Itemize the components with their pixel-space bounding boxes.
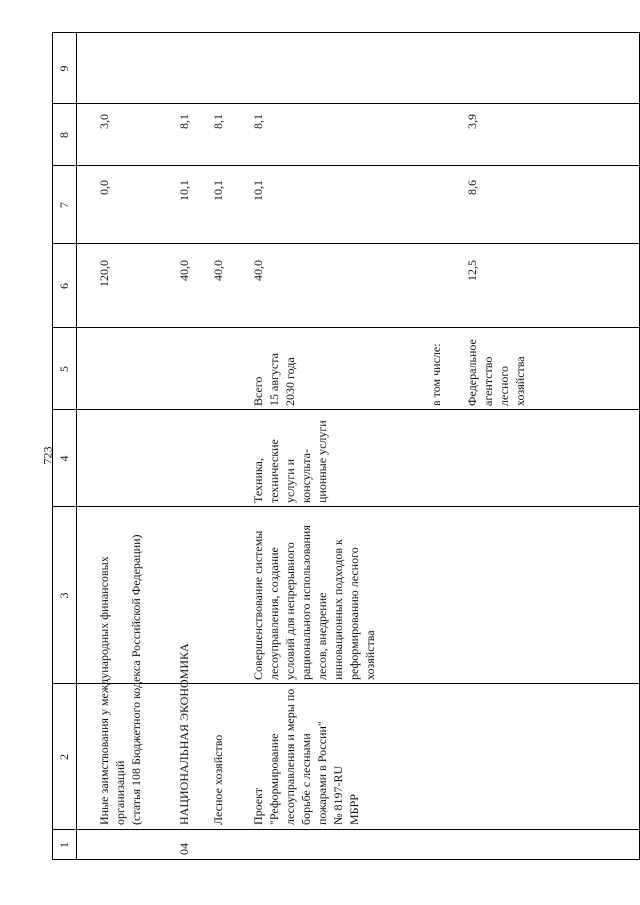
header-col-2: 2 bbox=[57, 754, 71, 760]
header-col-1: 1 bbox=[57, 842, 71, 848]
col-border bbox=[52, 409, 640, 410]
page-number: 723 bbox=[40, 446, 55, 465]
header-col-3: 3 bbox=[57, 592, 71, 599]
row-6-col8: 3,9 bbox=[465, 114, 479, 129]
row-6-col6: 12,5 bbox=[465, 260, 479, 281]
row-2-col8: 8,1 bbox=[177, 114, 191, 129]
rotated-table-page bbox=[52, 32, 640, 860]
row-4-purpose: Совершенствование системы лесоуправления, создание условий для непрерывного рационального использования лесов, внедрение инновационных подходов к реформированию лесного хозяйства bbox=[251, 525, 377, 680]
row-3-col8: 8,1 bbox=[211, 114, 225, 129]
row-3-col6: 40,0 bbox=[211, 260, 225, 281]
row-2-col6: 40,0 bbox=[177, 260, 191, 281]
header-col-9: 9 bbox=[57, 65, 71, 72]
row-2-name: НАЦИОНАЛЬНАЯ ЭКОНОМИКА bbox=[177, 643, 191, 825]
col-border bbox=[52, 165, 640, 166]
row-1-col8: 3,0 bbox=[97, 114, 111, 129]
col-border bbox=[52, 327, 640, 328]
row-1-name: Иные заимствования у международных финансовых организаций (статья 108 Бюджетного кодекса Российской Федерации) bbox=[97, 534, 143, 825]
header-col-8: 8 bbox=[57, 132, 71, 138]
row-4-period: Всего 15 августа 2030 года bbox=[251, 353, 297, 406]
row-3-col7: 10,1 bbox=[211, 180, 225, 201]
col-border bbox=[52, 103, 640, 104]
header-bottom-border bbox=[76, 32, 77, 860]
header-col-5: 5 bbox=[57, 366, 71, 372]
row-4-col6: 40,0 bbox=[251, 260, 265, 281]
col-border bbox=[52, 859, 640, 860]
col-border bbox=[52, 32, 640, 33]
row-4-col8: 8,1 bbox=[251, 114, 265, 129]
row-2-col7: 10,1 bbox=[177, 180, 191, 201]
row-2-code: 04 bbox=[177, 843, 191, 855]
row-4-name: Проект "Реформирование лесоуправления и меры по борьбе с лесными пожарами в России" № 8197-RU МБРР bbox=[251, 688, 361, 825]
header-col-4: 4 bbox=[57, 455, 71, 462]
row-4-col7: 10,1 bbox=[251, 180, 265, 201]
row-3-name: Лесное хозяйство bbox=[211, 734, 225, 825]
row-6-agency: Федеральное агентство лесного хозяйства bbox=[465, 339, 527, 406]
header-col-7: 7 bbox=[57, 202, 71, 208]
row-6-col7: 8,6 bbox=[465, 180, 479, 195]
row-4-type: Техника, технические услуги и консульта-ционные услуги bbox=[251, 420, 329, 503]
row-1-col6: 120,0 bbox=[97, 260, 111, 287]
col-border bbox=[52, 829, 640, 830]
row-1-col7: 0,0 bbox=[97, 180, 111, 195]
row-5-subtotal-label: в том числе: bbox=[429, 343, 443, 406]
header-col-6: 6 bbox=[57, 283, 71, 289]
col-border bbox=[52, 506, 640, 507]
col-border bbox=[52, 243, 640, 244]
